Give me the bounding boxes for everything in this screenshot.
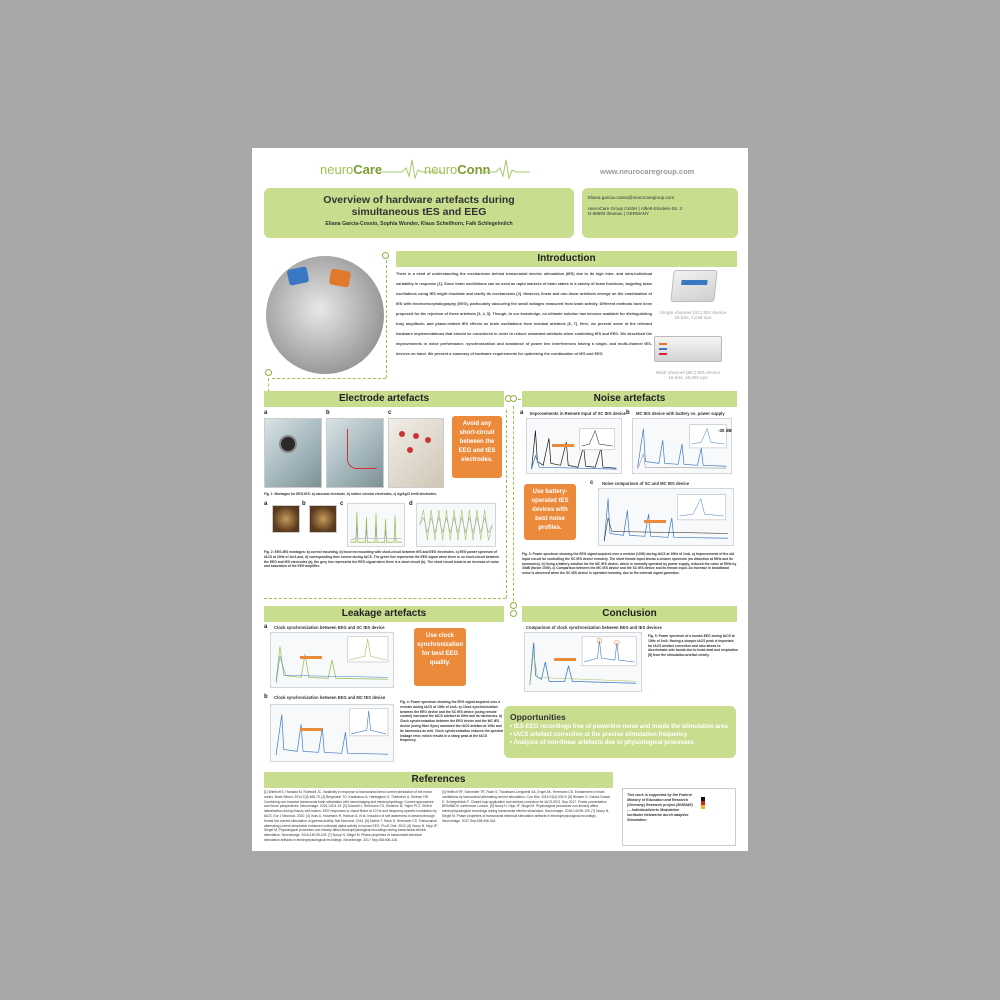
fig1-caption: Fig. 1: Montages for EEG-tES: a) classical electrode, b) rubber circular electrodes, c) Ag/AgCl textil electrodes. [264,492,438,496]
fig5-caption: Fig. 5: Power spectrum of a human EEG during tACS at 10Hz of 1mA. Having a sharper tACS peak is important for tACS artefact correction and also allows to discriminate side bands due to heart-beat and respiration [8] from the stimulation artefact clearly. [648,634,738,658]
opportunity-item: • tACS artefact correction at the precise stimulation frequency [510,732,688,738]
leakage-spectrum-a [270,632,394,688]
logo2-prefix: neuro [424,162,458,177]
mc-device-image [654,336,722,362]
panel-label-c: c [388,410,392,416]
electrode-disc [279,435,297,453]
fig4-caption: Fig. 4: Power spectrum showing the EEG signal acquired over a resistor during tACS at 10Hz of 1mA. a) Clock synchronization between the EEG device and the SC tES device (using remote control) narrowed the tACS artefact at 10Hz and its harmonics. b) Clock synchronization between the EEG device and the MC tES device (using fiber Sync) narrowed the tACS artefact at 10Hz and its harmonics as well. Clock synchronization reduces the spectral leakage error, which results in a sharp peak at the tACS frequency. [400,700,504,743]
leakage-artefacts-heading: Leakage artefacts [264,606,504,622]
connector-line [268,378,269,392]
noise-panel-a-title: Improvements in Remote Input of SC tES device [530,411,626,416]
panel-label-a: a [264,410,268,416]
conclusion-spectrum [524,632,642,692]
funding-text: This work is supported by the Federal Ministry of Education and Research (Germany) Research project (MOBIAE) — Individualisierte Modulation kortikaler Netzwerke durch adaptive Stimulation [627,793,693,822]
poster [252,148,748,851]
opportunities-list [510,723,730,747]
noise-spectrum-b [632,418,732,474]
arrow-icon [300,656,322,659]
noise-panel-c-title: Noise comparison of SC and MC tES device [602,481,690,486]
sc-device-spec: 16 bits, 2,048 sps [674,315,712,320]
ecg-wave-icon-2 [480,158,530,180]
mc-device-label: Multi channel (MC) tES device [655,370,720,375]
contact-box [582,188,738,238]
introduction-text: There is a need of understanding the mechanisms behind transcranial electric stimulation (tES) due to its high inter- and intra-individual variability in response [1]. Since brain oscillations can be used as rapid markers of brain states in a variety of brain functions, targeting brain oscillations using tES might elucidate and clarify its mechanisms [2]. However, linear and non-linear artefacts emerge on the combination of tES with electroencephalography (EEG), particularly obscuring the small voltages measured from brain activity. Different methods have been proposed for the rejection of these artefacts [3, 4, 5]. Though, to our knowledge, no ultimate solution has become available for distinguishing truly amplitude- and phase-related tES effects on brain oscillations from residual artefacts [6, 7]. Here, we present some of the relevant hardware implementations that should be considered in order to reduce unwanted artefacts when combining tES and EEG. We described the improvements in noise performance, synchronization and avoidance of power line interferences having a single- and multi-channel tES-devices on hand. We present a summary of hardware requirements for optimizing the combination of tES and EEG. [396,272,652,356]
electrode-dots [399,431,405,437]
stim-electrode-blue [287,266,310,286]
opportunity-item: • Analysis of non-linear artefacts due to physiological processes [510,740,694,746]
connector-line [386,260,387,378]
noise-panel-a-label: a [520,410,524,416]
device-led-icon [659,353,667,355]
noise-spectrum-c [598,488,734,546]
mc-device-spec: 16 bits, 16,000 sps [668,375,708,380]
connector-node [510,602,517,609]
logo1-suffix: Care [353,162,383,177]
authors: Eliana Garcia-Cossio, Sophia Wunder, Klaus Schellhorn, Falk Schlegelmilch [325,221,513,227]
arrow-icon [554,658,576,661]
conclusion-plot-title: Comparison of clock synchronization between EEG and tES devices [526,625,662,630]
arrow-icon [300,728,322,731]
website-link[interactable]: www.neurocaregroup.com [600,167,695,176]
electrode-artefacts-heading: Electrode artefacts [264,391,504,407]
opportunity-text: tES-EEG recordings free of powerline noise and inside the stimulation area [513,724,728,730]
logo2-suffix: Conn [457,162,491,177]
electrode-wires [347,429,377,469]
introduction-heading: Introduction [396,251,737,267]
panel2-label-a: a [264,501,268,507]
arrow-icon [644,520,666,523]
opportunities-box [504,706,736,758]
noise-panel-b-label: b [626,410,630,416]
sc-device-label: Single channel (SC) tES device [659,310,727,315]
mount-photo-b [309,505,337,533]
head-stimulation-image [266,256,384,374]
connector-node [382,252,389,259]
montage-photo-b [326,418,384,488]
noise-panel-c-label: c [590,480,594,486]
panel2-label-b: b [302,501,306,507]
connector-line [272,378,386,379]
callout-battery-devices: Use battery-operated tES devices with best noise profiles. [524,484,576,540]
fig3-caption: Fig. 3: Power spectrum showing the EEG signal acquired over a resistor (1000) during tACS at 10Hz of 1mA. a) Improvements of the old input circuit for controlling the SC tES device remotely. The short female input shows a cleaner spectrum (no distortion at 50Hz and its harmonics). b) Using a battery solution for the MC tES device, which is normally operated by power supply, reduced the noise at 50Hz by 30dB (factor 1000). c) Comparison between the MC tES device and the SC tES device and its female input. An increase in broadband noise is observed when the SC tES device is operated remotely, due to the external signal generator. [522,552,737,576]
arrow-icon [552,444,574,447]
connector-node [265,369,272,376]
bmbf-logo [701,797,729,833]
opportunity-item: • tES-EEG recordings free of powerline noise and inside the stimulation area [510,724,728,730]
noise-panel-b-title: MC tES device with battery vs. power supply [636,411,725,416]
leakage-panel-a-title: Clock synchronization between EEG and SC tES device [274,625,385,630]
mount-photo-a [272,505,300,533]
connector-node [510,610,517,617]
connector-line [264,598,506,599]
connector-node [510,395,517,402]
leakage-spectrum-b [270,704,394,762]
references-column-1: [1] Wiethoff S, Hamada M, Rothwell JC. Variability in response to transcranial direct current stimulation of the motor cortex. Brain Stimul. 2014;7(3):468-75. [2] Bergmann TO, Karabanov A, Hartwigsen G, Thielscher A, Siebner HR. Combining non-invasive transcranial brain stimulation with neuroimaging and electrophysiology: Current approaches and future perspectives. Neuroimage. 2016;140:4-19. [3] Dowsett J, Herrmann CS, Dieterich M, Taylor PCJ. Shift in lateralization during illusory self-motion: EEG responses to visual flicker at 10 Hz and frequency-specific modulation by tACS. Eur J Neurosci. 2020. [4] Voss U, Holzmann R, Hobson A, et al. Induction of self awareness in dreams through frontal low current stimulation of gamma activity. Nat Neurosci. 2014. [5] Zaehle T, Rach S, Herrmann CS. Transcranial alternating current stimulation enhances individual alpha activity in human EEG. PLoS One. 2010. [6] Noury N, Hipp JF, Siegel M. Physiological processes non-linearly affect electrophysiological recordings during transcranial electric stimulation. Neuroimage. 2016;140:99-109. [7] Noury N, Siegel M. Phase properties of transcranial electrical stimulation artifacts in electrophysiological recordings. Neuroimage. 2017 Sep;158:406-416. [264,790,438,842]
panel-label-b: b [326,410,330,416]
poster-title-line1: Overview of hardware artefacts during [323,194,515,206]
callout-avoid-short-circuit: Avoid any short-circuit between the EEG and tES electrodes. [452,416,502,478]
opportunity-text: Analysis of non-linear artefacts due to physiological processes [513,740,694,746]
connector-line [506,410,507,598]
opportunities-heading: Opportunities [510,712,566,722]
neurocare-logo [320,162,382,177]
references-heading: References [264,772,613,788]
fig2-caption: Fig. 2: EEG-tES montages: a) correct mounting, b) incorrect mounting with short-circuit between tES and EEG electrodes. c) EEG power spectrum of tACS at 10Hz of 1mA and, d) corresponding time course during tACS. The green line represents the EEG signal when there is no short-circuit between the EEG and tES electrodes (a), the grey line represents the EEG signal when there is a short circuit (b). The short circuit leads to an increase of noise and saturation of the EEG amplifier. [264,550,500,569]
callout-clock-sync: Use clock synchronization for best EEG quality. [414,628,466,686]
flag-stripe-gold [701,805,705,809]
montage-photo-c [388,418,444,488]
device-display-icon [681,280,708,285]
device-led-icon [659,343,667,345]
contact-email[interactable]: Eliana.garcia.cossio@neurocaregroup.com [588,195,675,200]
title-box [264,188,574,238]
sc-device-image [670,270,717,302]
leakage-panel-b-label: b [264,694,268,700]
noise-db-label: -30 dB [718,428,732,433]
device-led-icon [659,348,667,350]
funding-box [622,788,736,846]
poster-title-line2: simultaneous tES and EEG [351,206,487,218]
stim-electrode-orange [329,268,351,287]
eeg-timecourse-plot [416,503,496,547]
contact-address-1: neuroCare Group GmbH | Albert-Einstein-Str. 3 [588,206,682,211]
noise-artefacts-heading: Noise artefacts [522,391,737,407]
leakage-panel-a-label: a [264,624,268,630]
mc-device-caption [650,370,726,380]
sc-device-caption [658,310,728,320]
connector-line [513,406,514,606]
opportunity-text: tACS artefact correction at the precise stimulation frequency [513,732,688,738]
panel2-label-d: d [409,501,413,507]
panel2-label-c: c [340,501,344,507]
noise-spectrum-a [526,418,622,474]
montage-photo-a [264,418,322,488]
logo1-prefix: neuro [320,162,354,177]
leakage-panel-b-title: Clock synchronization between EEG and MC tES device [274,695,386,700]
contact-address-2: D-98693 Ilmenau | GERMANY [588,211,649,216]
conclusion-heading: Conclusion [522,606,737,622]
eeg-spectrum-plot [347,503,405,547]
references-column-2: [4] Helfrich RF, Schneider TR, Rach S, Trautmann-Lengsfeld SA, Engel AK, Herrmann CS. Entrainment of brain oscillations by transcranial alternating current stimulation. Curr Biol. 2014;24(3):333-9. [5] Wunder S, Garcia-Cossio E, Schlegelmilch F. Closed-loop application and artefact correction for tACS-EEG. Sep 2017. Poster presentation BRAINBOX conference London. [6] Noury N, Hipp JF, Siegel M. Physiological processes non-linearly affect electrophysiological recordings during transcranial electric stimulation. Neuroimage. 2016;140:99-109. [7] Noury N, Siegel M. Phase properties of transcranial electrical stimulation artifacts in electrophysiological recordings. Neuroimage. 2017 Sep;158:406-416. [442,790,611,823]
